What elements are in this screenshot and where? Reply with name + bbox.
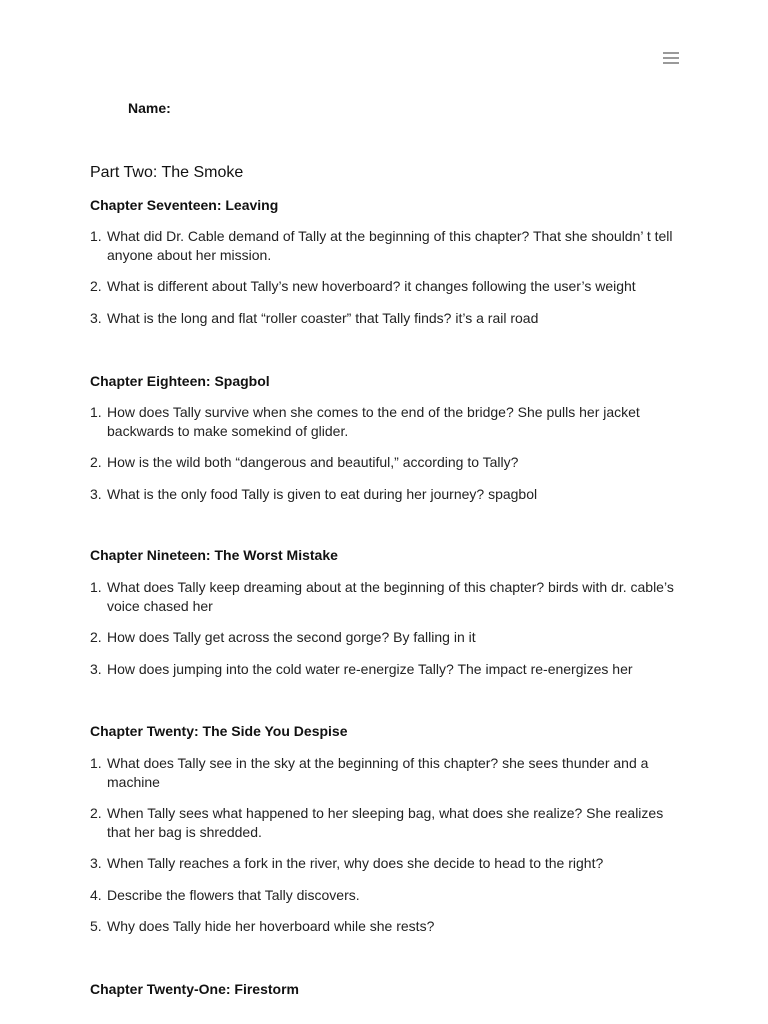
question-item	[90, 453, 690, 472]
chapter-heading: Chapter Nineteen: The Worst Mistake	[90, 547, 338, 563]
question-item	[90, 886, 690, 905]
chapter-heading: Chapter Twenty: The Side You Despise	[90, 723, 348, 739]
question-item	[90, 804, 690, 841]
question-item	[90, 854, 690, 873]
name-label: Name:	[128, 100, 171, 116]
question-text: How is the wild both “dangerous and beautiful,” according to Tally?	[107, 454, 519, 470]
question-item	[90, 660, 690, 679]
question-text: Why does Tally hide her hoverboard while she rests?	[107, 918, 435, 934]
question-number: 3.	[90, 310, 102, 326]
question-number: 4.	[90, 887, 102, 903]
question-number: 2.	[90, 454, 102, 470]
question-text: When Tally sees what happened to her sleeping bag, what does she realize? She realizes that her bag is shredded.	[107, 805, 664, 840]
chapter-heading: Chapter Seventeen: Leaving	[90, 197, 279, 213]
question-item	[90, 403, 690, 440]
question-number: 2.	[90, 278, 102, 294]
question-text: What is the long and flat “roller coaster” that Tally finds? it’s a rail road	[107, 310, 539, 326]
question-item	[90, 277, 690, 296]
question-item	[90, 227, 690, 264]
question-text: What did Dr. Cable demand of Tally at the beginning of this chapter? That she shouldn’ t tell anyone about her mission.	[107, 228, 673, 263]
question-text: Describe the flowers that Tally discovers.	[107, 887, 360, 903]
question-item	[90, 485, 690, 504]
question-number: 3.	[90, 486, 102, 502]
question-number: 1.	[90, 755, 102, 771]
question-number: 3.	[90, 661, 102, 677]
chapter-heading: Chapter Twenty-One: Firestorm	[90, 981, 299, 997]
question-number: 1.	[90, 228, 102, 244]
question-number: 1.	[90, 404, 102, 420]
question-text: How does Tally survive when she comes to the end of the bridge? She pulls her jacket backwards to make somekind of glider.	[107, 404, 640, 439]
question-text: What does Tally see in the sky at the beginning of this chapter? she sees thunder and a machine	[107, 755, 649, 790]
question-number: 5.	[90, 918, 102, 934]
hamburger-menu-icon[interactable]	[663, 52, 679, 66]
question-text: What does Tally keep dreaming about at the beginning of this chapter? birds with dr. cable’s voice chased her	[107, 579, 674, 614]
question-item	[90, 754, 690, 791]
question-item	[90, 917, 690, 936]
question-number: 2.	[90, 805, 102, 821]
question-text: What is different about Tally’s new hoverboard? it changes following the user’s weight	[107, 278, 636, 294]
question-item	[90, 309, 690, 328]
chapter-heading: Chapter Eighteen: Spagbol	[90, 373, 270, 389]
question-text: How does Tally get across the second gorge? By falling in it	[107, 629, 476, 645]
question-number: 3.	[90, 855, 102, 871]
question-number: 1.	[90, 579, 102, 595]
question-number: 2.	[90, 629, 102, 645]
question-text: How does jumping into the cold water re-energize Tally? The impact re-energizes her	[107, 661, 633, 677]
question-item	[90, 628, 690, 647]
part-title: Part Two: The Smoke	[90, 164, 244, 181]
question-text: When Tally reaches a fork in the river, why does she decide to head to the right?	[107, 855, 604, 871]
question-text: What is the only food Tally is given to eat during her journey? spagbol	[107, 486, 538, 502]
question-item	[90, 578, 690, 615]
